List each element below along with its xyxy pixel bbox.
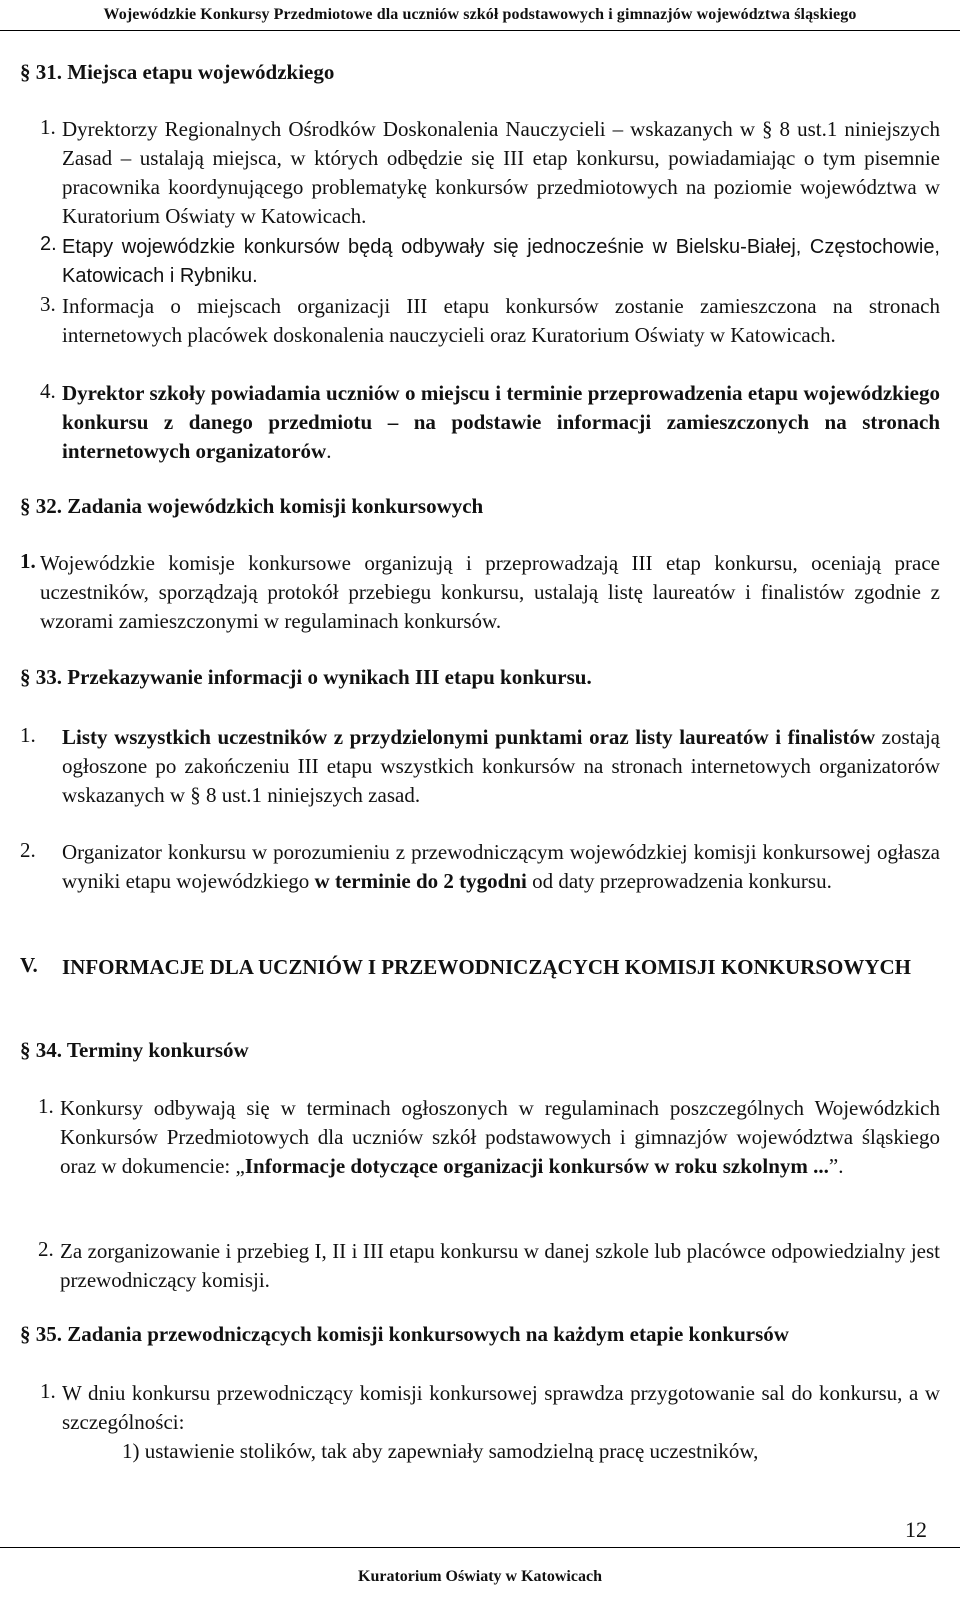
section-33-title: § 33. Przekazywanie informacji o wynikach III etapu konkursu. bbox=[20, 665, 592, 689]
section-34-title: § 34. Terminy konkursów bbox=[20, 1038, 249, 1062]
chapter-v-number: V. bbox=[20, 953, 38, 977]
s33-item-1-text bbox=[62, 723, 940, 810]
s34-item-2-text: Za zorganizowanie i przebieg I, II i III etapu konkursu w danej szkole lub placówce odpowiedzialny jest przewodniczący komisji. bbox=[60, 1239, 940, 1292]
s33-item-2-number: 2. bbox=[20, 838, 36, 862]
s31-item-1-text: Dyrektorzy Regionalnych Ośrodków Doskonalenia Nauczycieli – wskazanych w § 8 ust.1 niniejszych Zasad – ustalają miejsca, w których odbędzie się III etap konkursu, powiadamiając o tym pisemnie pracownika koordynującego problematykę konkursów przedmiotowych na poziomie województwa w Kuratorium Oświaty w Katowicach. bbox=[62, 117, 940, 228]
s31-item-4-end: . bbox=[326, 439, 332, 463]
s31-item-3-number: 3. bbox=[40, 292, 56, 316]
s31-item-2-text: Etapy wojewódzkie konkursów będą odbywały się jednocześnie w Bielsku-Białej, Częstochowie, Katowicach i Rybniku. bbox=[62, 236, 940, 287]
footer-divider bbox=[0, 1547, 960, 1548]
s34-item-1-pre: Konkursy odbywają się w terminach ogłoszonych w regulaminach poszczególnych Wojewódzkich Konkursów Przedmiotowych dla uczniów szkół podstawowych i gimnazjów województwa śląskiego oraz w dokumencie: „ bbox=[60, 1096, 940, 1178]
s32-item-1-text: Wojewódzkie komisje konkursowe organizują i przeprowadzają III etap konkursu, oceniają prace uczestników, sporządzają protokół przebiegu konkursu, ustalają listę laureatów i finalistów zgodnie z wzorami zamieszczonymi w regulaminach konkursów. bbox=[40, 551, 940, 633]
s33-item-1-number: 1. bbox=[20, 723, 36, 747]
chapter-v-title: INFORMACJE DLA UCZNIÓW I PRZEWODNICZĄCYCH KOMISJI KONKURSOWYCH bbox=[62, 955, 912, 979]
header-divider bbox=[0, 30, 960, 31]
s31-item-2-number: 2. bbox=[40, 233, 57, 255]
s33-item-2-post: od daty przeprowadzenia konkursu. bbox=[526, 869, 832, 893]
s35-item-1-text: W dniu konkursu przewodniczący komisji konkursowej sprawdza przygotowanie sal do konkursu, a w szczególności: bbox=[62, 1381, 940, 1434]
page-number: 12 bbox=[905, 1517, 927, 1542]
s34-item-1-post: ”. bbox=[828, 1154, 844, 1178]
s31-item-1-number: 1. bbox=[40, 115, 56, 139]
s33-item-2-bold: w terminie do 2 tygodni bbox=[314, 869, 527, 893]
section-35-title: § 35. Zadania przewodniczących komisji konkursowych na każdym etapie konkursów bbox=[20, 1322, 789, 1346]
s33-item-2-text bbox=[62, 838, 940, 896]
page-header: Wojewódzkie Konkursy Przedmiotowe dla uczniów szkół podstawowych i gimnazjów województwa śląskiego bbox=[103, 6, 857, 23]
s32-item-1-number: 1. bbox=[20, 549, 36, 573]
s31-item-4-bold-text: Dyrektor szkoły powiadamia uczniów o miejscu i terminie przeprowadzenia etapu wojewódzkiego konkursu z danego przedmiotu – na podstawie informacji zamieszczonych na stronach internetowych organizatorów bbox=[62, 381, 940, 463]
s35-item-1-number: 1. bbox=[40, 1379, 56, 1403]
s33-item-1-bold: Listy wszystkich uczestników z przydzielonymi punktami oraz listy laureatów i finalistów bbox=[62, 725, 876, 749]
s33-item-2-pre: Organizator konkursu w porozumieniu z przewodniczącym wojewódzkiej komisji konkursowej ogłasza wyniki etapu wojewódzkiego bbox=[62, 840, 940, 893]
s34-item-1-bold: Informacje dotyczące organizacji konkursów w roku szkolnym ... bbox=[244, 1154, 829, 1178]
s31-item-4-text bbox=[62, 379, 940, 466]
s33-item-1-rest: zostają ogłoszone po zakończeniu III etapu wszystkich konkursów na stronach internetowych organizatorów wskazanych w § 8 ust.1 niniejszych zasad. bbox=[62, 725, 940, 807]
section-31-title: § 31. Miejsca etapu wojewódzkiego bbox=[20, 60, 335, 84]
s34-item-1-number: 1. bbox=[38, 1094, 54, 1118]
s34-item-2-number: 2. bbox=[38, 1237, 54, 1261]
page-footer: Kuratorium Oświaty w Katowicach bbox=[358, 1568, 602, 1585]
s31-item-4-number: 4. bbox=[40, 379, 56, 403]
s35-subitem-1: 1) ustawienie stolików, tak aby zapewniały samodzielną pracę uczestników, bbox=[122, 1439, 759, 1463]
s31-item-3-text: Informacja o miejscach organizacji III etapu konkursów zostanie zamieszczona na stronach internetowych placówek doskonalenia nauczycieli oraz Kuratorium Oświaty w Katowicach. bbox=[62, 294, 940, 347]
section-32-title: § 32. Zadania wojewódzkich komisji konkursowych bbox=[20, 494, 484, 518]
s34-item-1-text bbox=[60, 1094, 940, 1181]
